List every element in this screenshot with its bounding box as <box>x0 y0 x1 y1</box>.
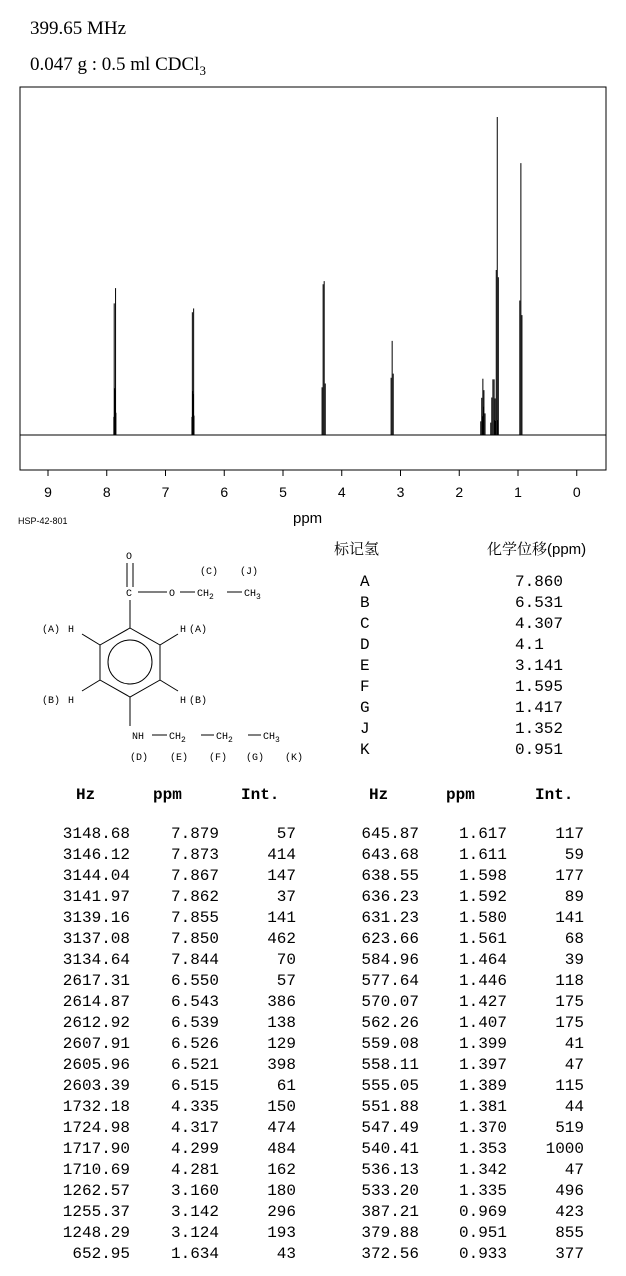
peak-table-cell: 372.56 <box>361 1245 419 1263</box>
peak-table-cell: 4.335 <box>170 1098 219 1116</box>
peak-table-cell: 162 <box>267 1161 296 1179</box>
peak-table-cell: 462 <box>267 930 296 948</box>
peak-table-cell: 3144.04 <box>62 867 130 885</box>
peak-table-cell: 1724.98 <box>62 1119 130 1137</box>
peak-table-cell: 652.95 <box>72 1245 130 1263</box>
peak-table-cell: 68 <box>564 930 584 948</box>
atom-ch2-f <box>216 732 233 745</box>
peak-table-cell: 1.580 <box>458 909 507 927</box>
peak-table-cell: 138 <box>267 1014 296 1032</box>
x-tick-label: 7 <box>161 484 170 500</box>
peak-table-cell: 1.353 <box>458 1140 507 1158</box>
peak-table-cell: 147 <box>267 867 296 885</box>
peak-table-cell: 1.446 <box>458 972 507 990</box>
assignment-label: D <box>360 636 370 654</box>
peak-table-cell: 643.68 <box>361 846 419 864</box>
ch3k-sub: 3 <box>275 736 280 745</box>
peak-table-cell: 6.550 <box>170 972 219 990</box>
peak-table-cell: 43 <box>276 1245 296 1263</box>
tag-k: (K) <box>285 753 304 764</box>
assignment-shift: 4.307 <box>515 615 564 633</box>
peak-table-cell: 638.55 <box>361 867 419 885</box>
peak-table-cell: 1.634 <box>170 1245 219 1263</box>
peak-table-cell: 1.381 <box>458 1098 507 1116</box>
peak-table-cell: 115 <box>555 1077 584 1095</box>
peak-table-header: Int. <box>241 786 280 804</box>
peak-table-cell: 1255.37 <box>62 1203 130 1221</box>
peak-table-cell: 1.335 <box>458 1182 507 1200</box>
ch2-sub: 2 <box>209 593 214 602</box>
atom-h-b-right: H <box>180 696 187 707</box>
peak-table-cell: 3146.12 <box>62 846 130 864</box>
x-tick-label: 9 <box>44 484 52 500</box>
peak-table-cell: 1.427 <box>458 993 507 1011</box>
peak-table-cell: 631.23 <box>361 909 419 927</box>
peak-table-cell: 296 <box>267 1203 296 1221</box>
x-tick-label: 2 <box>455 484 464 500</box>
peak-table-cell: 6.526 <box>170 1035 219 1053</box>
atom-h-b-left: H <box>68 696 75 707</box>
ch2-text: CH <box>197 589 210 600</box>
x-tick-label: 5 <box>279 484 287 500</box>
peak-table-cell: 6.521 <box>170 1056 219 1074</box>
benzene-ring <box>100 628 160 697</box>
tag-c: (C) <box>200 567 219 578</box>
peak-table-cell: 3134.64 <box>62 951 130 969</box>
x-tick-label: 1 <box>514 484 522 500</box>
assignment-label: J <box>360 720 370 738</box>
plot-frame <box>20 87 606 470</box>
peak-table-cell: 584.96 <box>361 951 419 969</box>
peak-table-cell: 141 <box>555 909 584 927</box>
peak-table-cell: 1.464 <box>458 951 507 969</box>
assignment-shift: 4.1 <box>515 636 544 654</box>
peak-table-cell: 2614.87 <box>62 993 130 1011</box>
peak-table-cell: 533.20 <box>361 1182 419 1200</box>
peak-table-cell: 0.933 <box>458 1245 507 1263</box>
peak-table-cell: 570.07 <box>361 993 419 1011</box>
ch2f-sub: 2 <box>228 736 233 745</box>
peak-table-cell: 117 <box>555 825 584 843</box>
peak-table-cell: 7.879 <box>170 825 219 843</box>
peak-table-cell: 484 <box>267 1140 296 1158</box>
assignment-label: K <box>360 741 370 759</box>
peak-table-cell: 7.873 <box>170 846 219 864</box>
peak-table-cell: 4.317 <box>170 1119 219 1137</box>
atom-ch3-ester <box>244 589 261 602</box>
peak-table-cell: 7.867 <box>170 867 219 885</box>
ch2f-text: CH <box>216 732 229 743</box>
peak-table-cell: 423 <box>555 1203 584 1221</box>
assignment-label: G <box>360 699 370 717</box>
peak-table-cell: 2612.92 <box>62 1014 130 1032</box>
peak-table-cell: 47 <box>564 1056 584 1074</box>
peak-table-header: Hz <box>76 786 96 804</box>
atom-c-carbonyl: C <box>126 589 133 600</box>
peak-table-cell: 474 <box>267 1119 296 1137</box>
peak-table-cell: 2617.31 <box>62 972 130 990</box>
x-axis <box>44 470 581 500</box>
peak-table-cell: 0.951 <box>458 1224 507 1242</box>
peak-table-cell: 555.05 <box>361 1077 419 1095</box>
aromatic-circle <box>108 640 152 684</box>
peak-table-cell: 1717.90 <box>62 1140 130 1158</box>
ch2e-sub: 2 <box>181 736 186 745</box>
assignment-shift: 1.352 <box>515 720 564 738</box>
peak-table-cell: 623.66 <box>361 930 419 948</box>
peak-table-cell: 89 <box>564 888 584 906</box>
peak-table-cell: 2605.96 <box>62 1056 130 1074</box>
peak-table-cell: 1.617 <box>458 825 507 843</box>
peak-table-cell: 1710.69 <box>62 1161 130 1179</box>
peaks-layer <box>114 117 522 435</box>
peak-table-cell: 3148.68 <box>62 825 130 843</box>
peak-table-cell: 7.844 <box>170 951 219 969</box>
ch3k-text: CH <box>263 732 276 743</box>
peak-table-cell: 1.598 <box>458 867 507 885</box>
tag-e: (E) <box>170 753 189 764</box>
assignment-shift: 7.860 <box>515 573 564 591</box>
peak-table-cell: 2607.91 <box>62 1035 130 1053</box>
assignment-shift: 1.595 <box>515 678 564 696</box>
assignment-header-label: 标记氢 <box>334 541 380 558</box>
molecule-structure <box>30 540 330 770</box>
assignment-shift: 0.951 <box>515 741 564 759</box>
peak-table-cell: 855 <box>555 1224 584 1242</box>
tag-f: (F) <box>209 753 228 764</box>
peak-table-cell: 193 <box>267 1224 296 1242</box>
ch3-text: CH <box>244 589 257 600</box>
peak-table-cell: 57 <box>276 825 296 843</box>
assignment-label: C <box>360 615 370 633</box>
peak-table-cell: 379.88 <box>361 1224 419 1242</box>
peak-table-cell: 175 <box>555 1014 584 1032</box>
peak-table-cell: 177 <box>555 867 584 885</box>
peak-table-cell: 70 <box>276 951 296 969</box>
assignment-shift: 3.141 <box>515 657 564 675</box>
peak-table-cell: 1.407 <box>458 1014 507 1032</box>
peak-table-cell: 7.862 <box>170 888 219 906</box>
peak-table-cell: 496 <box>555 1182 584 1200</box>
bond-ring-hb-left <box>82 680 100 691</box>
concentration-subscript: 3 <box>199 62 206 78</box>
peak-table-cell: 1.389 <box>458 1077 507 1095</box>
atom-o-carbonyl: O <box>126 552 133 563</box>
tag-b-right: (B) <box>189 696 208 707</box>
atom-h-a-right: H <box>180 625 187 636</box>
peak-table-cell: 3137.08 <box>62 930 130 948</box>
peak-table-cell: 7.855 <box>170 909 219 927</box>
bond-ring-hb-right <box>160 680 178 691</box>
x-tick-label: 6 <box>220 484 229 500</box>
bond-ring-ha-left <box>82 634 100 645</box>
peak-table-cell: 47 <box>564 1161 584 1179</box>
peak-table-cell: 536.13 <box>361 1161 419 1179</box>
atom-o-ester: O <box>169 589 176 600</box>
ch3-sub: 3 <box>256 593 261 602</box>
sample-id: HSP-42-801 <box>18 516 68 526</box>
peak-table-cell: 1.611 <box>458 846 507 864</box>
peak-table-cell: 41 <box>564 1035 584 1053</box>
peak-table-cell: 57 <box>276 972 296 990</box>
tag-g: (G) <box>246 753 265 764</box>
peak-table-cell: 3.124 <box>170 1224 219 1242</box>
atom-ch2-e <box>169 732 186 745</box>
peak-table-cell: 6.515 <box>170 1077 219 1095</box>
tag-a-left: (A) <box>42 625 61 636</box>
peak-table-cell: 1.561 <box>458 930 507 948</box>
peak-table-cell: 577.64 <box>361 972 419 990</box>
peak-table-cell: 551.88 <box>361 1098 419 1116</box>
peak-table-cell: 414 <box>267 846 296 864</box>
peak-table-cell: 540.41 <box>361 1140 419 1158</box>
peak-table-cell: 61 <box>276 1077 296 1095</box>
peak-table-cell: 3.160 <box>170 1182 219 1200</box>
peak-table-cell: 3.142 <box>170 1203 219 1221</box>
bond-ring-ha-right <box>160 634 178 645</box>
peak-table-cell: 559.08 <box>361 1035 419 1053</box>
assignment-label: B <box>360 594 370 612</box>
peak-table-header: Hz <box>369 786 389 804</box>
assignment-label: F <box>360 678 370 696</box>
peak-table-cell: 3139.16 <box>62 909 130 927</box>
peak-table-cell: 44 <box>564 1098 584 1116</box>
peak-table-cell: 387.21 <box>361 1203 419 1221</box>
tag-j: (J) <box>240 567 259 578</box>
peak-table-cell: 386 <box>267 993 296 1011</box>
x-tick-label: 4 <box>337 484 346 500</box>
peak-table-cell: 175 <box>555 993 584 1011</box>
peak-table-cell: 129 <box>267 1035 296 1053</box>
peak-table-header: ppm <box>446 786 475 804</box>
peak-table-cell: 562.26 <box>361 1014 419 1032</box>
peak-table-cell: 39 <box>564 951 584 969</box>
peak-table-cell: 519 <box>555 1119 584 1137</box>
peak-table-cell: 1.370 <box>458 1119 507 1137</box>
spectrometer-frequency: 399.65 MHz <box>30 18 127 39</box>
peak-table-cell: 6.543 <box>170 993 219 1011</box>
peak-table-cell: 547.49 <box>361 1119 419 1137</box>
peak-table-cell: 118 <box>555 972 584 990</box>
tag-d: (D) <box>130 753 149 764</box>
peak-table-cell: 141 <box>267 909 296 927</box>
atom-nh: NH <box>132 732 145 743</box>
peak-table-cell: 1.399 <box>458 1035 507 1053</box>
peak-table-cell: 6.539 <box>170 1014 219 1032</box>
peak-table-cell: 558.11 <box>361 1056 419 1074</box>
peak-table-cell: 2603.39 <box>62 1077 130 1095</box>
peak-table-cell: 377 <box>555 1245 584 1263</box>
peak-table-cell: 180 <box>267 1182 296 1200</box>
assignment-header-shift: 化学位移(ppm) <box>487 541 587 558</box>
peak-table-cell: 1.397 <box>458 1056 507 1074</box>
peak-table-cell: 37 <box>276 888 296 906</box>
peak-table-cell: 150 <box>267 1098 296 1116</box>
peak-table-cell: 1262.57 <box>62 1182 130 1200</box>
x-axis-label: ppm <box>293 510 323 527</box>
concentration-text: 0.047 g : 0.5 ml CDCl <box>30 54 200 75</box>
peak-table-header: Int. <box>535 786 574 804</box>
peak-table-cell: 1248.29 <box>62 1224 130 1242</box>
x-tick-label: 8 <box>102 484 111 500</box>
assignment-shift: 1.417 <box>515 699 564 717</box>
assignment-label: A <box>360 573 370 591</box>
atom-ch3-k <box>263 732 280 745</box>
peak-table-cell: 1.592 <box>458 888 507 906</box>
x-tick-label: 0 <box>572 484 581 500</box>
peak-table-cell: 1.342 <box>458 1161 507 1179</box>
peak-table-header: ppm <box>153 786 182 804</box>
atom-h-a-left: H <box>68 625 75 636</box>
ch2e-text: CH <box>169 732 182 743</box>
peak-table-cell: 1000 <box>545 1140 584 1158</box>
x-tick-label: 3 <box>396 484 405 500</box>
peak-table-cell: 4.281 <box>170 1161 219 1179</box>
tag-b-left: (B) <box>42 696 61 707</box>
peak-table-cell: 0.969 <box>458 1203 507 1221</box>
peak-table-cell: 7.850 <box>170 930 219 948</box>
peak-table-cell: 59 <box>564 846 584 864</box>
tag-a-right: (A) <box>189 625 208 636</box>
peak-table-cell: 3141.97 <box>62 888 130 906</box>
atom-ch2-ester <box>197 589 214 602</box>
peak-table-cell: 636.23 <box>361 888 419 906</box>
peak-table-cell: 645.87 <box>361 825 419 843</box>
assignment-label: E <box>360 657 370 675</box>
peak-table-cell: 1732.18 <box>62 1098 130 1116</box>
nmr-spectrum-chart <box>0 0 626 530</box>
peak-table-cell: 398 <box>267 1056 296 1074</box>
assignment-shift: 6.531 <box>515 594 564 612</box>
peak-table-cell: 4.299 <box>170 1140 219 1158</box>
